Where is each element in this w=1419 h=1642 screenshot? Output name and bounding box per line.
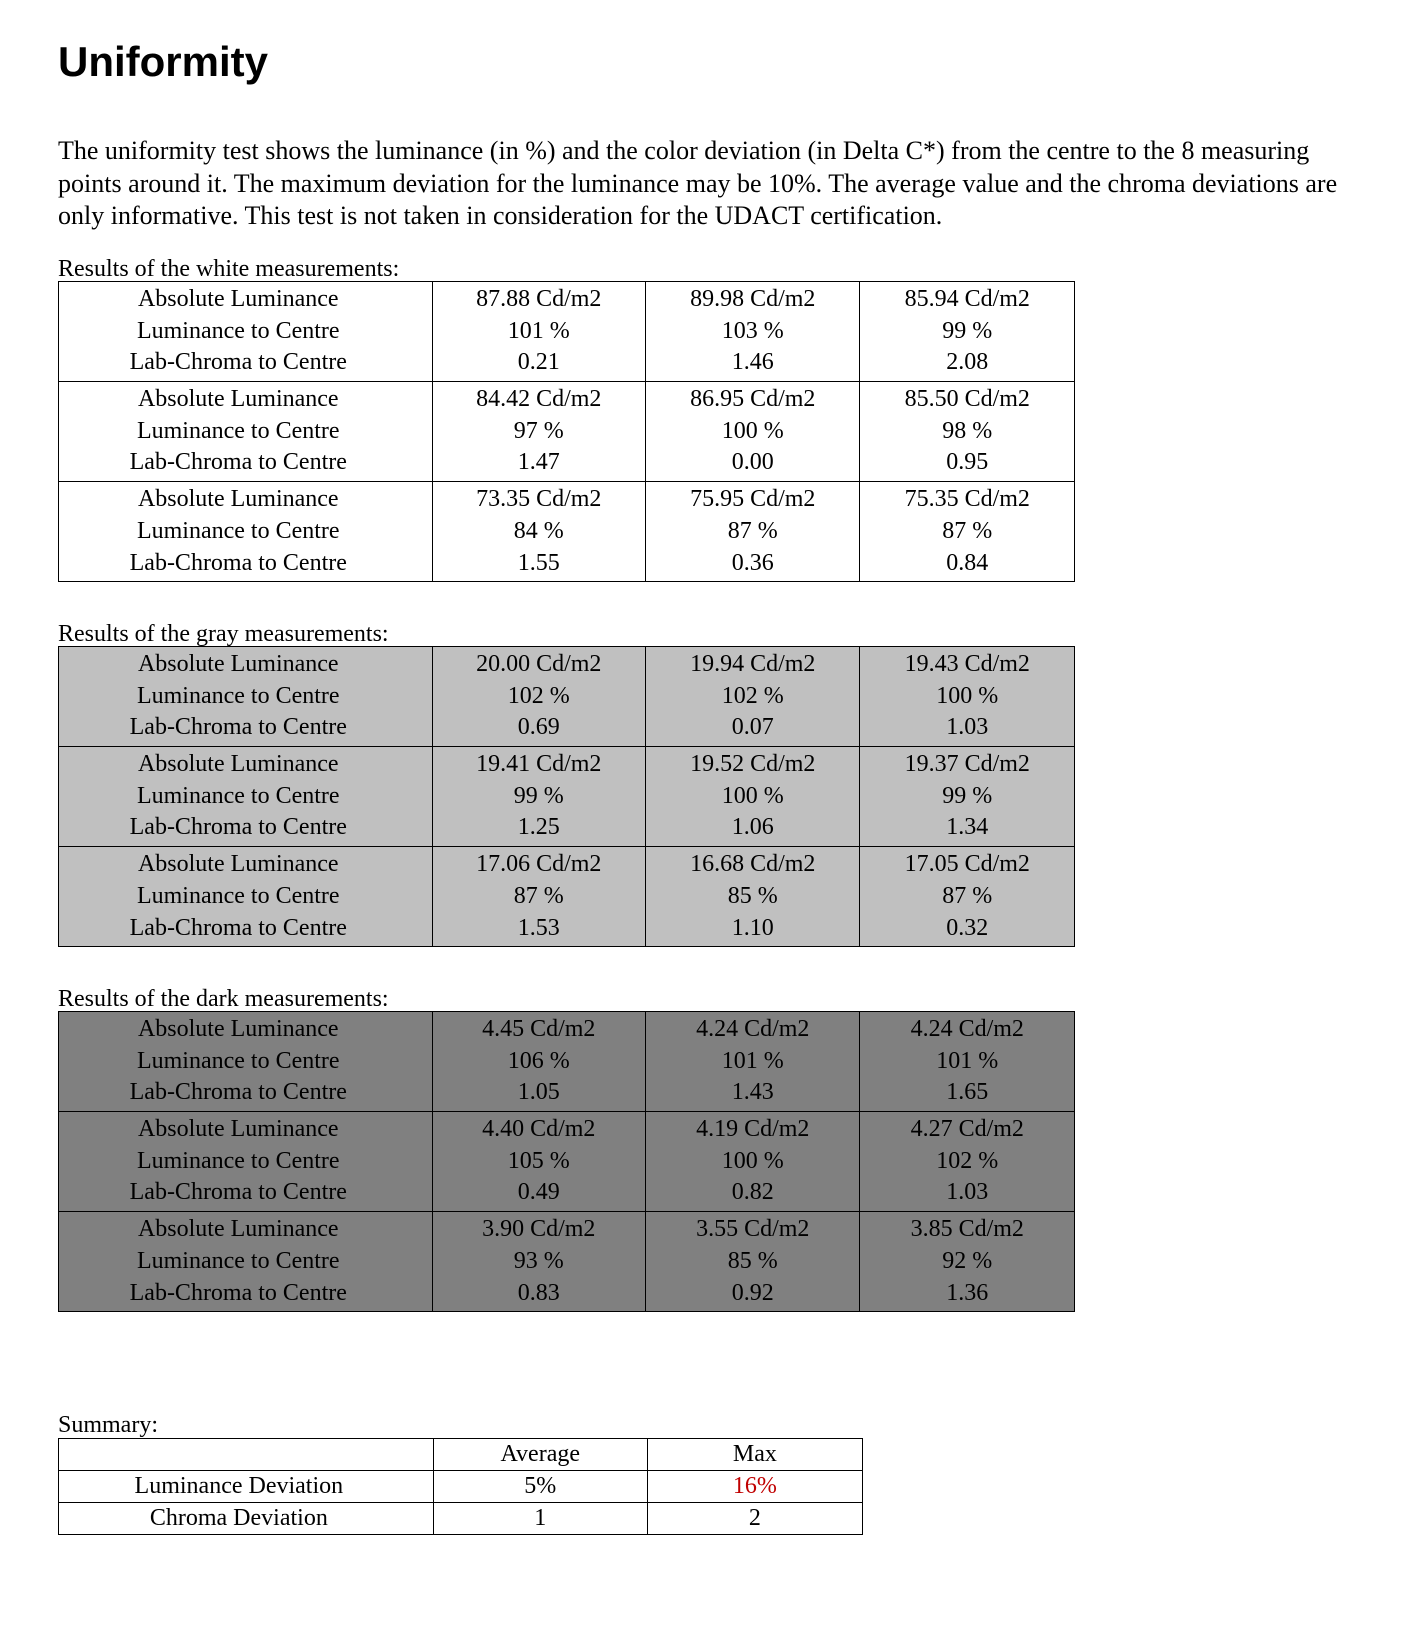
luminance-to-centre-value: 98 % — [942, 417, 993, 444]
gray-caption: Results of the gray measurements: — [58, 621, 389, 647]
absolute-luminance-value: 4.24 Cd/m2 — [910, 1016, 1024, 1042]
absolute-luminance-value: 4.24 Cd/m2 — [696, 1016, 810, 1042]
white-row-3 — [59, 482, 1075, 582]
luminance-to-centre-value: 105 % — [507, 1147, 570, 1174]
absolute-luminance-value: 4.27 Cd/m2 — [910, 1116, 1024, 1143]
luminance-to-centre-value: 100 % — [936, 682, 999, 709]
row-label: Absolute Luminance — [137, 1116, 339, 1143]
absolute-luminance-value: 75.95 Cd/m2 — [690, 486, 816, 513]
lab-chroma-value: 0.21 — [517, 349, 560, 376]
absolute-luminance-value: 3.85 Cd/m2 — [910, 1216, 1024, 1243]
lab-chroma-value: 1.34 — [946, 814, 989, 841]
row-label: Absolute Luminance — [137, 651, 339, 677]
luminance-to-centre-value: 101 % — [721, 1047, 784, 1074]
row-label: Lab-Chroma to Centre — [129, 1179, 347, 1206]
gray-results-table — [58, 646, 1075, 947]
row-label: Absolute Luminance — [137, 286, 339, 312]
dark-caption: Results of the dark measurements: — [58, 986, 389, 1012]
lab-chroma-value: 1.36 — [946, 1279, 989, 1306]
luminance-to-centre-value: 100 % — [721, 782, 784, 809]
lab-chroma-value: 1.43 — [731, 1079, 774, 1106]
lab-chroma-value: 0.84 — [946, 549, 989, 576]
row-labels-cell — [59, 1112, 433, 1212]
lab-chroma-value: 1.46 — [731, 349, 774, 376]
row-labels-cell — [59, 1212, 433, 1312]
absolute-luminance-value: 19.52 Cd/m2 — [690, 751, 816, 778]
absolute-luminance-value: 75.35 Cd/m2 — [904, 486, 1030, 513]
luminance-to-centre-value: 87 % — [513, 882, 564, 909]
lab-chroma-value: 2.08 — [946, 349, 989, 376]
luminance-to-centre-value: 84 % — [513, 517, 564, 544]
row-label: Lab-Chroma to Centre — [129, 349, 347, 376]
white-results-body — [59, 282, 1075, 582]
row-label: Absolute Luminance — [137, 851, 339, 878]
lab-chroma-value: 1.55 — [517, 549, 560, 576]
luminance-to-centre-value: 99 % — [942, 317, 993, 344]
luminance-to-centre-value: 97 % — [513, 417, 564, 444]
row-label: Luminance to Centre — [136, 317, 340, 344]
dark-row-2 — [59, 1112, 1075, 1212]
luminance-to-centre-value: 99 % — [942, 782, 993, 809]
summary-row-chroma — [59, 1503, 863, 1535]
absolute-luminance-value: 19.41 Cd/m2 — [476, 751, 602, 778]
lab-chroma-value: 0.36 — [731, 549, 774, 576]
luminance-to-centre-value: 85 % — [727, 1247, 778, 1274]
measurement-cell — [645, 1112, 860, 1212]
row-label: Luminance to Centre — [136, 1147, 340, 1174]
row-label: Luminance to Centre — [136, 682, 340, 709]
absolute-luminance-value: 85.94 Cd/m2 — [904, 286, 1030, 312]
row-labels-cell — [59, 382, 433, 482]
lab-chroma-value: 0.82 — [731, 1179, 774, 1206]
absolute-luminance-value: 4.45 Cd/m2 — [482, 1016, 596, 1042]
lab-chroma-value: 0.49 — [517, 1179, 560, 1206]
luminance-to-centre-value: 106 % — [507, 1047, 570, 1074]
summary-label-luminance: Luminance Deviation — [59, 1471, 434, 1503]
absolute-luminance-value: 84.42 Cd/m2 — [476, 386, 602, 413]
absolute-luminance-value: 89.98 Cd/m2 — [690, 286, 816, 312]
intro-paragraph: The uniformity test shows the luminance (in %) and the color deviation (in Delta C*) from the centre to the 8 measuring points around it. The maximum deviation for the luminance may be 10%. The average value and the chroma deviations are only informative. This test is not taken in consideration for the UDACT certification. — [58, 136, 1338, 230]
summary-chroma-average: 1 — [433, 1503, 647, 1535]
lab-chroma-value: 1.10 — [731, 914, 774, 941]
lab-chroma-value: 1.03 — [946, 714, 989, 741]
measurement-cell — [432, 847, 645, 947]
dark-results-table — [58, 1011, 1075, 1312]
row-label: Lab-Chroma to Centre — [129, 914, 347, 941]
lab-chroma-value: 0.00 — [731, 449, 774, 476]
gray-row-1 — [59, 647, 1075, 747]
luminance-to-centre-value: 87 % — [942, 517, 993, 544]
gray-row-3 — [59, 847, 1075, 947]
lab-chroma-value: 1.47 — [517, 449, 560, 476]
lab-chroma-value: 0.95 — [946, 449, 989, 476]
row-label: Lab-Chroma to Centre — [129, 714, 347, 741]
absolute-luminance-value: 19.37 Cd/m2 — [904, 751, 1030, 778]
summary-table — [58, 1438, 863, 1535]
row-labels-cell — [59, 282, 433, 382]
summary-header-blank — [59, 1439, 434, 1471]
luminance-to-centre-value: 100 % — [721, 417, 784, 444]
row-label: Luminance to Centre — [136, 417, 340, 444]
measurement-cell — [860, 647, 1075, 747]
measurement-cell — [432, 382, 645, 482]
row-label: Luminance to Centre — [136, 1047, 340, 1074]
summary-label-chroma: Chroma Deviation — [59, 1503, 434, 1535]
absolute-luminance-value: 85.50 Cd/m2 — [904, 386, 1030, 413]
white-row-1 — [59, 282, 1075, 382]
row-label: Lab-Chroma to Centre — [129, 1279, 347, 1306]
measurement-cell — [860, 747, 1075, 847]
measurement-cell — [432, 747, 645, 847]
luminance-to-centre-value: 102 % — [936, 1147, 999, 1174]
row-label: Lab-Chroma to Centre — [129, 814, 347, 841]
absolute-luminance-value: 73.35 Cd/m2 — [476, 486, 602, 513]
summary-header-max: Max — [647, 1439, 862, 1471]
row-label: Luminance to Centre — [136, 1247, 340, 1274]
page-title: Uniformity — [58, 38, 268, 85]
absolute-luminance-value: 87.88 Cd/m2 — [476, 286, 602, 312]
row-label: Luminance to Centre — [136, 782, 340, 809]
luminance-to-centre-value: 87 % — [727, 517, 778, 544]
dark-row-1 — [59, 1012, 1075, 1112]
measurement-cell — [645, 1012, 860, 1112]
dark-row-3 — [59, 1212, 1075, 1312]
luminance-to-centre-value: 85 % — [727, 882, 778, 909]
summary-row-luminance — [59, 1471, 863, 1503]
measurement-cell — [860, 382, 1075, 482]
measurement-cell — [645, 482, 860, 582]
summary-caption: Summary: — [58, 1412, 158, 1438]
row-label: Lab-Chroma to Centre — [129, 1079, 347, 1106]
luminance-to-centre-value: 101 % — [507, 317, 570, 344]
summary-luminance-average: 5% — [433, 1471, 647, 1503]
summary-header-average: Average — [433, 1439, 647, 1471]
measurement-cell — [645, 382, 860, 482]
lab-chroma-value: 0.32 — [946, 914, 989, 941]
measurement-cell — [432, 647, 645, 747]
row-labels-cell — [59, 647, 433, 747]
row-label: Absolute Luminance — [137, 1016, 339, 1042]
absolute-luminance-value: 3.90 Cd/m2 — [482, 1216, 596, 1243]
lab-chroma-value: 0.07 — [731, 714, 774, 741]
measurement-cell — [860, 1212, 1075, 1312]
measurement-cell — [860, 1012, 1075, 1112]
dark-results-body — [59, 1012, 1075, 1312]
absolute-luminance-value: 4.19 Cd/m2 — [696, 1116, 810, 1143]
luminance-to-centre-value: 99 % — [513, 782, 564, 809]
row-label: Luminance to Centre — [136, 882, 340, 909]
summary-header-row — [59, 1439, 863, 1471]
row-label: Absolute Luminance — [137, 1216, 339, 1243]
measurement-cell — [645, 747, 860, 847]
lab-chroma-value: 1.53 — [517, 914, 560, 941]
row-labels-cell — [59, 747, 433, 847]
white-row-2 — [59, 382, 1075, 482]
summary-chroma-max: 2 — [647, 1503, 862, 1535]
measurement-cell — [645, 647, 860, 747]
gray-row-2 — [59, 747, 1075, 847]
absolute-luminance-value: 20.00 Cd/m2 — [476, 651, 602, 677]
luminance-to-centre-value: 100 % — [721, 1147, 784, 1174]
absolute-luminance-value: 3.55 Cd/m2 — [696, 1216, 810, 1243]
gray-results-body — [59, 647, 1075, 947]
measurement-cell — [860, 482, 1075, 582]
absolute-luminance-value: 86.95 Cd/m2 — [690, 386, 816, 413]
luminance-to-centre-value: 103 % — [721, 317, 784, 344]
absolute-luminance-value: 19.43 Cd/m2 — [904, 651, 1030, 677]
measurement-cell — [645, 282, 860, 382]
luminance-to-centre-value: 101 % — [936, 1047, 999, 1074]
measurement-cell — [860, 1112, 1075, 1212]
absolute-luminance-value: 17.05 Cd/m2 — [904, 851, 1030, 878]
row-label: Absolute Luminance — [137, 751, 339, 778]
measurement-cell — [645, 1212, 860, 1312]
absolute-luminance-value: 16.68 Cd/m2 — [690, 851, 816, 878]
measurement-cell — [432, 1212, 645, 1312]
row-label: Absolute Luminance — [137, 486, 339, 513]
luminance-to-centre-value: 92 % — [942, 1247, 993, 1274]
white-caption: Results of the white measurements: — [58, 256, 400, 282]
row-label: Lab-Chroma to Centre — [129, 549, 347, 576]
luminance-to-centre-value: 102 % — [507, 682, 570, 709]
measurement-cell — [432, 282, 645, 382]
summary-luminance-max: 16% — [647, 1471, 862, 1503]
luminance-to-centre-value: 93 % — [513, 1247, 564, 1274]
lab-chroma-value: 1.65 — [946, 1079, 989, 1106]
measurement-cell — [645, 847, 860, 947]
measurement-cell — [432, 1112, 645, 1212]
measurement-cell — [432, 482, 645, 582]
lab-chroma-value: 1.25 — [517, 814, 560, 841]
absolute-luminance-value: 19.94 Cd/m2 — [690, 651, 816, 677]
lab-chroma-value: 1.05 — [517, 1079, 560, 1106]
lab-chroma-value: 0.92 — [731, 1279, 774, 1306]
row-labels-cell — [59, 482, 433, 582]
absolute-luminance-value: 4.40 Cd/m2 — [482, 1116, 596, 1143]
absolute-luminance-value: 17.06 Cd/m2 — [476, 851, 602, 878]
measurement-cell — [432, 1012, 645, 1112]
lab-chroma-value: 1.06 — [731, 814, 774, 841]
lab-chroma-value: 0.69 — [517, 714, 560, 741]
row-label: Luminance to Centre — [136, 517, 340, 544]
row-labels-cell — [59, 1012, 433, 1112]
measurement-cell — [860, 847, 1075, 947]
white-results-table — [58, 281, 1075, 582]
luminance-to-centre-value: 87 % — [942, 882, 993, 909]
luminance-to-centre-value: 102 % — [721, 682, 784, 709]
lab-chroma-value: 0.83 — [517, 1279, 560, 1306]
row-label: Absolute Luminance — [137, 386, 339, 413]
measurement-cell — [860, 282, 1075, 382]
row-labels-cell — [59, 847, 433, 947]
row-label: Lab-Chroma to Centre — [129, 449, 347, 476]
lab-chroma-value: 1.03 — [946, 1179, 989, 1206]
